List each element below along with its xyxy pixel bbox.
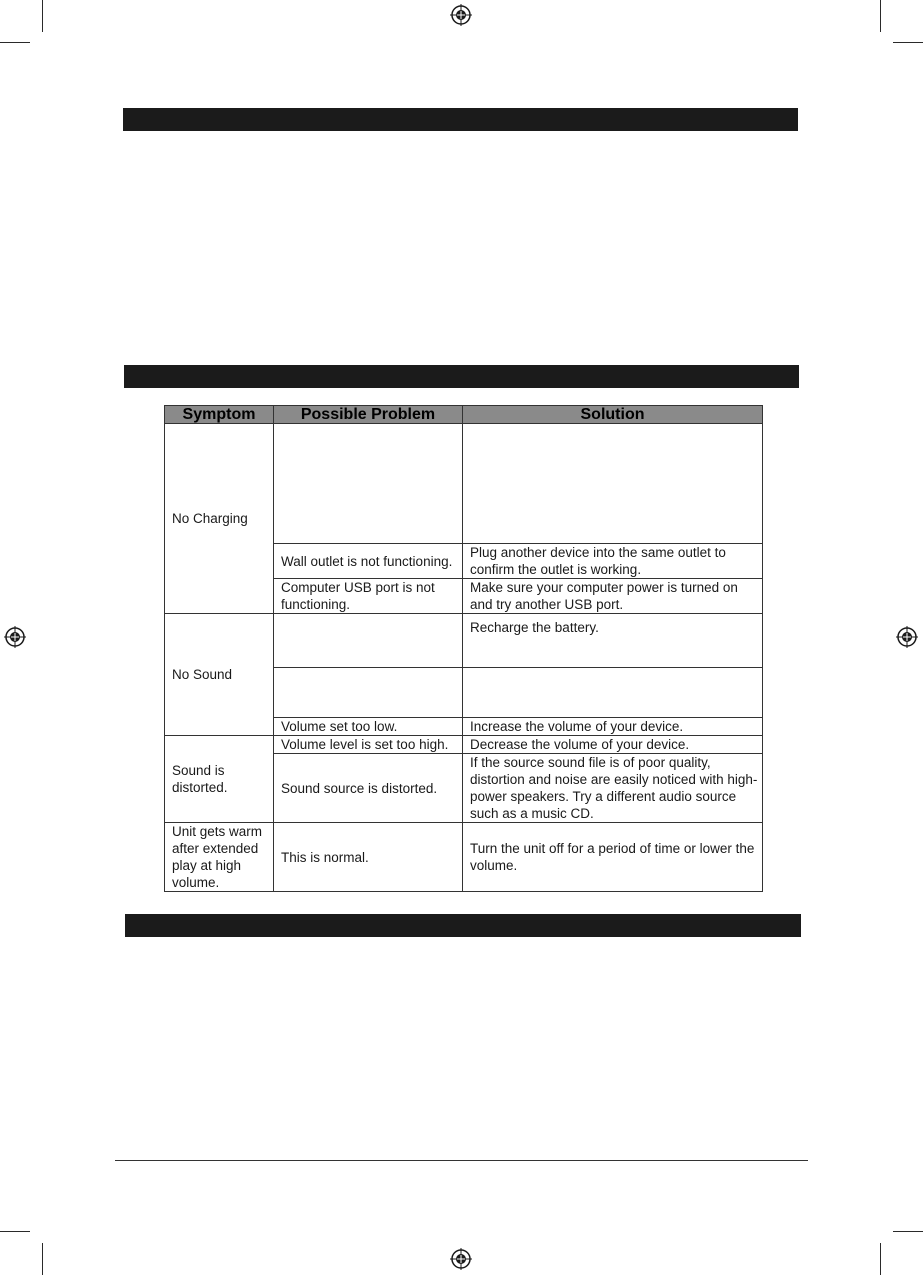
crop-mark-bottom-right-horizontal — [893, 1231, 923, 1232]
symptom-cell: No Sound — [165, 614, 274, 736]
troubleshooting-table — [164, 405, 763, 892]
crop-mark-top-left-vertical — [42, 0, 43, 32]
footer-rule — [115, 1160, 808, 1161]
crop-mark-bottom-left-vertical — [42, 1243, 43, 1275]
registration-target-icon — [450, 4, 472, 26]
table-row — [165, 823, 763, 892]
section-header-bar-bottom — [125, 914, 801, 937]
problem-cell: Computer USB port is not functioning. — [274, 579, 463, 614]
solution-cell: Plug another device into the same outlet to confirm the outlet is working. — [463, 544, 763, 579]
crop-mark-top-right-vertical — [880, 0, 881, 32]
registration-target-icon — [896, 626, 918, 648]
solution-cell: Make sure your computer power is turned on and try another USB port. — [463, 579, 763, 614]
solution-cell: Turn the unit off for a period of time or lower the volume. — [463, 823, 763, 892]
problem-cell: This is normal. — [274, 823, 463, 892]
symptom-cell: Sound is distorted. — [165, 736, 274, 823]
crop-mark-bottom-left-horizontal — [0, 1231, 30, 1232]
problem-cell: Sound source is distorted. — [274, 754, 463, 823]
table-row — [165, 424, 763, 544]
solution-cell — [463, 424, 763, 544]
symptom-cell: No Charging — [165, 424, 274, 614]
problem-cell — [274, 424, 463, 544]
section-header-bar-troubleshooting — [124, 365, 799, 388]
solution-cell: If the source sound file is of poor quality, distortion and noise are easily noticed with high-power speakers. Try a different audio source such as a music CD. — [463, 754, 763, 823]
header-possible-problem: Possible Problem — [274, 406, 463, 424]
registration-target-icon — [4, 626, 26, 648]
solution-cell — [463, 668, 763, 718]
problem-cell: Volume set too low. — [274, 718, 463, 736]
registration-target-icon — [450, 1248, 472, 1270]
table-row — [165, 736, 763, 754]
header-symptom: Symptom — [165, 406, 274, 424]
header-solution: Solution — [463, 406, 763, 424]
section-header-bar-top — [123, 108, 798, 131]
crop-mark-bottom-right-vertical — [880, 1243, 881, 1275]
solution-cell: Increase the volume of your device. — [463, 718, 763, 736]
table-row — [165, 614, 763, 668]
problem-cell — [274, 668, 463, 718]
problem-cell: Volume level is set too high. — [274, 736, 463, 754]
solution-cell: Recharge the battery. — [463, 614, 763, 668]
problem-cell — [274, 614, 463, 668]
crop-mark-top-left-horizontal — [0, 42, 30, 43]
table-header-row — [165, 406, 763, 424]
solution-cell: Decrease the volume of your device. — [463, 736, 763, 754]
symptom-cell: Unit gets warm after extended play at high volume. — [165, 823, 274, 892]
problem-cell: Wall outlet is not functioning. — [274, 544, 463, 579]
crop-mark-top-right-horizontal — [893, 42, 923, 43]
